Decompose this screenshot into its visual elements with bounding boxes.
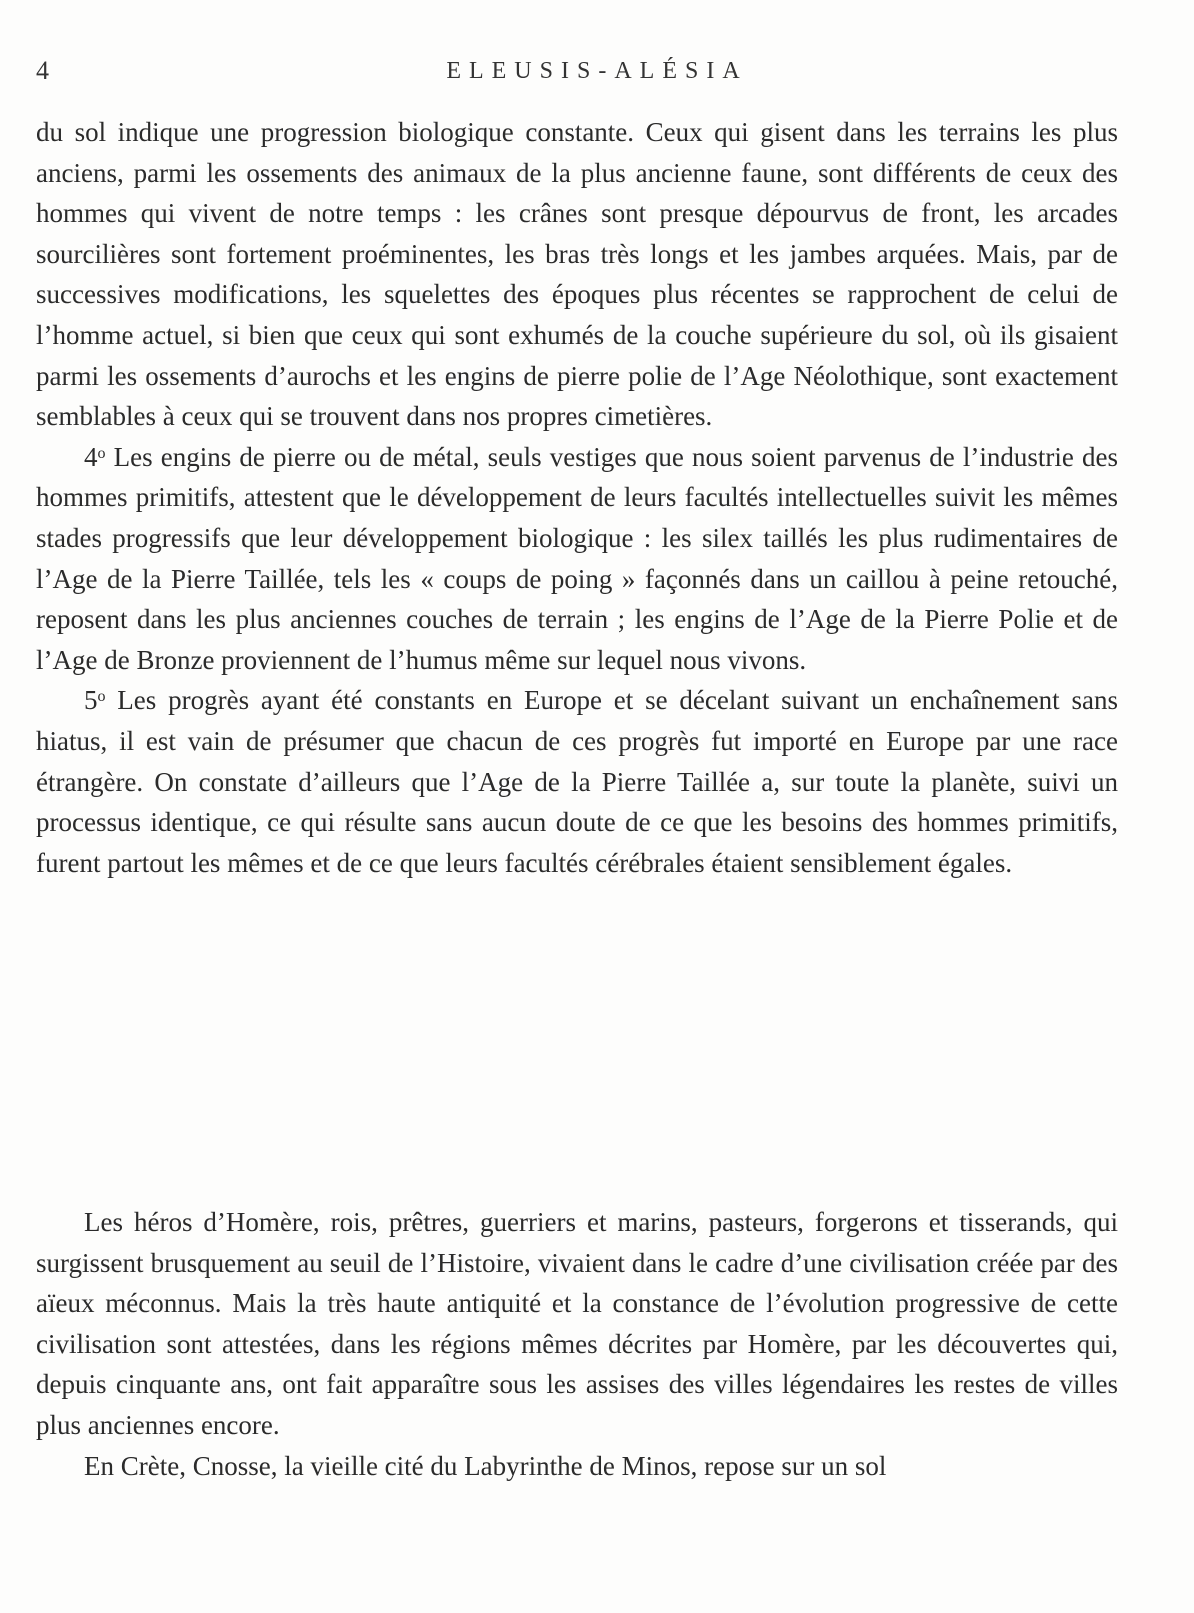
running-title: ELEUSIS-ALÉSIA [446,58,748,84]
point-4-number: 4 [84,441,98,472]
point-5-degree: o [97,688,106,706]
point-4-degree: o [97,444,106,462]
point-5-number: 5 [84,685,98,716]
point-4-text: Les engins de pierre ou de métal, seuls vestiges que nous soient parvenus de l’industrie des hommes primitifs, attestent que le développement de leurs facultés intellectuelles suivit les mêmes stades progressifs que leur développement biologique : les silex taillés les plus rudimentaires de l’Age de la Pierre Taillée, tels les « coups de poing » façonnés dans un caillou à peine retouché, reposent dans les plus anciennes couches de terrain ; les engins de l’Age de la Pierre Polie et de l’Age de Bronze proviennent de l’humus même sur lequel nous vivons. [36,441,1118,675]
point-4-paragraph [36,437,1118,681]
running-head [36,56,1158,90]
section-two [36,1202,1118,1486]
crete-paragraph: En Crète, Cnosse, la vieille cité du Labyrinthe de Minos, repose sur un sol [84,1450,887,1481]
page-number: 4 [36,56,49,85]
point-5-paragraph [36,680,1118,883]
homer-paragraph: Les héros d’Homère, rois, prêtres, guerriers et marins, pasteurs, forgerons et tisserands, qui surgissent brusquement au seuil de l’Histoire, vivaient dans le cadre d’une civilisation créée par des aïeux méconnus. Mais la très haute antiquité et la constance de l’évolution progressive de cette civilisation sont attestées, dans les régions mêmes décrites par Homère, par les découvertes qui, depuis cinquante ans, ont fait apparaître sous les assises des villes légendaires les restes de villes plus anciennes encore. [36,1207,1118,1440]
section-one [36,112,1118,883]
continuation-paragraph: du sol indique une progression biologique constante. Ceux qui gisent dans les terrains les plus anciens, parmi les ossements des animaux de la plus ancienne faune, sont différents de ceux des hommes qui vivent de notre temps : les crânes sont presque dépourvus de front, les arcades sourcilières sont fortement proéminentes, les bras très longs et les jambes arquées. Mais, par de successives modifications, les squelettes des époques plus récentes se rapprochent de celui de l’homme actuel, si bien que ceux qui sont exhumés de la couche supérieure du sol, où ils gisaient parmi les ossements d’aurochs et les engins de pierre polie de l’Age Néolothique, sont exactement semblables à ceux qui se trouvent dans nos propres cimetières. [36,117,1118,432]
point-5-text: Les progrès ayant été constants en Europe et se décelant suivant un enchaînement sans hiatus, il est vain de présumer que chacun de ces progrès fut importé en Europe par une race étrangère. On constate d’ailleurs que l’Age de la Pierre Taillée a, sur toute la planète, suivi un processus identique, ce qui résulte sans aucun doute de ce que les besoins des hommes primitifs, furent partout les mêmes et de ce que leurs facultés cérébrales étaient sensiblement égales. [36,685,1118,878]
